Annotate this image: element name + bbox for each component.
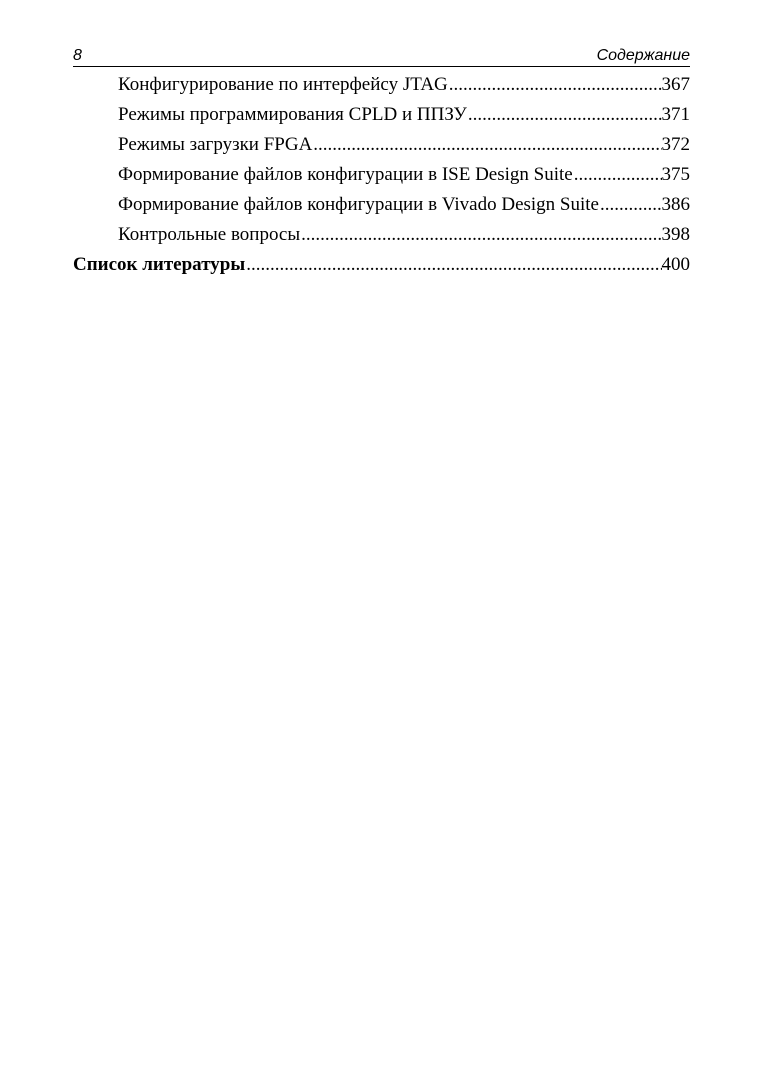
table-of-contents [73,70,690,280]
toc-entry[interactable] [73,70,690,100]
toc-entry-title: Формирование файлов конфигурации в ISE Design Suite [118,164,573,185]
toc-entry[interactable] [73,220,690,250]
toc-entry-title: Режимы программирования CPLD и ППЗУ [118,104,467,125]
dot-leader [300,220,661,250]
toc-entry-page: 400 [661,254,690,275]
toc-entry[interactable] [73,190,690,220]
dot-leader [467,100,662,130]
page-header [73,45,690,67]
toc-entry-page: 398 [661,224,690,245]
toc-entry[interactable] [73,100,690,130]
dot-leader [599,190,662,220]
toc-entry-page: 372 [661,134,690,155]
toc-entry-page: 375 [661,164,690,185]
toc-entry-title: Конфигурирование по интерфейсу JTAG [118,74,448,95]
toc-entry-title: Формирование файлов конфигурации в Vivado Design Suite [118,194,599,215]
toc-entry-bibliography[interactable] [73,250,690,280]
toc-entry[interactable] [73,160,690,190]
dot-leader [573,160,662,190]
running-title: Содержание [596,47,690,64]
toc-entry-title: Контрольные вопросы [118,224,301,245]
toc-entry-title: Список литературы [73,254,246,275]
dot-leader [245,250,661,280]
dot-leader [312,130,661,160]
toc-entry-title: Режимы загрузки FPGA [118,134,313,155]
toc-entry-page: 371 [661,104,690,125]
page-number: 8 [73,47,82,64]
dot-leader [448,70,662,100]
toc-entry-page: 367 [661,74,690,95]
toc-entry-page: 386 [661,194,690,215]
toc-entry[interactable] [73,130,690,160]
